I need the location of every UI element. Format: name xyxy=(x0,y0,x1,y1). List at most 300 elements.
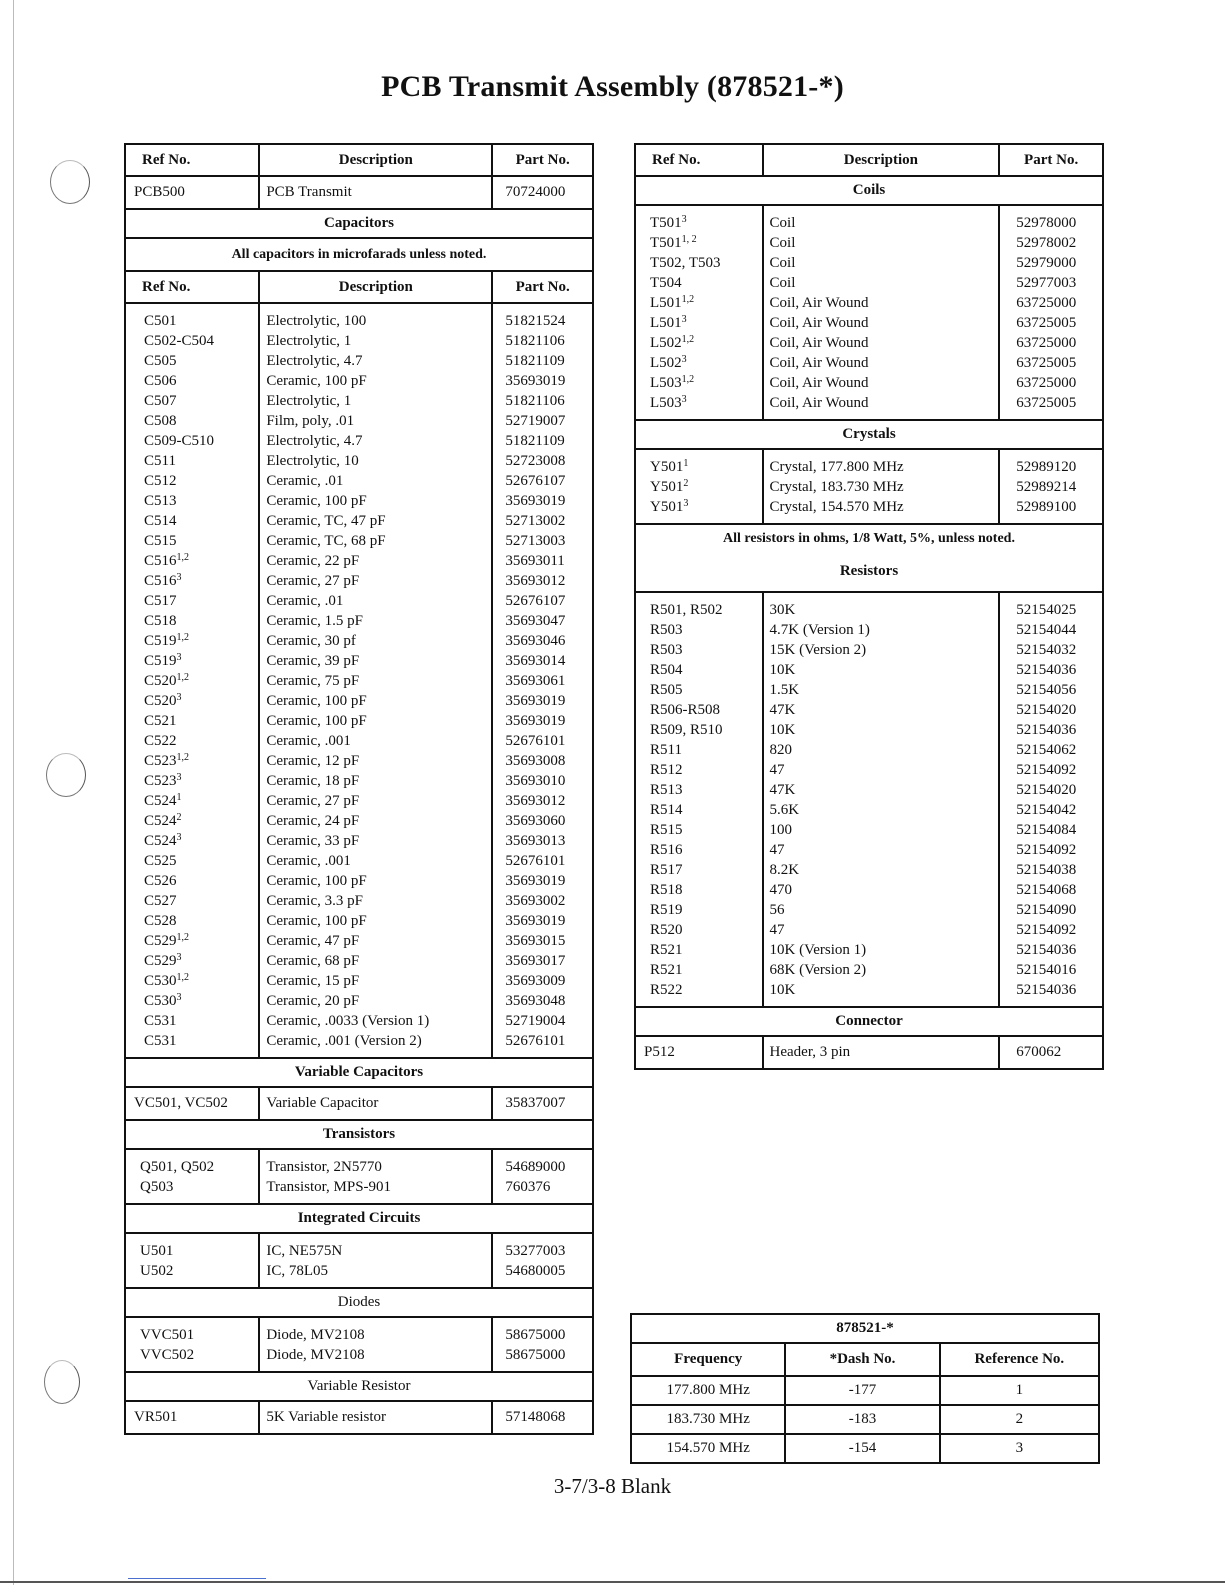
list-item-ref xyxy=(650,457,754,477)
version-superscript: 3 xyxy=(176,572,182,583)
crystals-section xyxy=(635,420,1103,449)
dash-number-table xyxy=(630,1313,1100,1464)
list-item-part: 52154036 xyxy=(1016,982,1077,998)
list-item-description: Ceramic, 100 pF xyxy=(266,873,367,889)
list-item-description: Ceramic, 1.5 pF xyxy=(266,613,363,629)
list-item-ref xyxy=(144,831,250,851)
list-item-part: 52676101 xyxy=(505,733,566,749)
resistors-title: Resistors xyxy=(635,552,1103,592)
ref-text: C523 xyxy=(144,753,177,769)
resistors-note: All resistors in ohms, 1/8 Watt, 5%, unless noted. xyxy=(635,524,1103,552)
variable-capacitors-section xyxy=(125,1058,593,1087)
list-item-ref xyxy=(650,860,754,880)
left-parts-table xyxy=(124,143,594,1435)
list-item-part: 52676101 xyxy=(505,853,566,869)
capacitors-note-row xyxy=(125,238,593,271)
ref-text: C502-C504 xyxy=(144,333,215,349)
list-item-description: Coil, Air Wound xyxy=(769,395,869,411)
list-item-part: 52154084 xyxy=(1016,822,1077,838)
dash-row xyxy=(631,1405,1099,1434)
dash-no-header: *Dash No. xyxy=(785,1343,939,1376)
list-item-description: Diode, MV2108 xyxy=(266,1327,365,1343)
transistor-descriptions xyxy=(259,1149,492,1204)
list-item-description: 47 xyxy=(769,842,785,858)
left-margin-line xyxy=(13,0,14,1585)
list-item-part: 52989214 xyxy=(1016,479,1077,495)
list-item-description: Ceramic, 24 pF xyxy=(266,813,360,829)
ref-text: R506-R508 xyxy=(650,702,721,718)
ref-text: L501 xyxy=(650,295,682,311)
right-ref-header: Ref No. xyxy=(635,144,763,176)
version-superscript: 3 xyxy=(681,314,687,325)
crystal-descriptions xyxy=(763,449,1000,524)
bottom-rule xyxy=(0,1581,1225,1583)
left-header-row xyxy=(125,144,593,176)
list-item-description: 100 xyxy=(769,822,793,838)
ics-list xyxy=(125,1233,593,1288)
variable-resistor-section xyxy=(125,1372,593,1401)
frequency-header: Frequency xyxy=(631,1343,785,1376)
transistors-section xyxy=(125,1120,593,1149)
list-item-ref xyxy=(650,700,754,720)
page-footer: 3-7/3-8 Blank xyxy=(553,1474,672,1498)
list-item-ref xyxy=(144,871,250,891)
dash-header-row xyxy=(631,1343,1099,1376)
list-item-description: Electrolytic, 4.7 xyxy=(266,433,363,449)
ref-text: C501 xyxy=(144,313,177,329)
ref-text: R518 xyxy=(650,882,683,898)
list-item-part: 35693019 xyxy=(505,493,566,509)
list-item-part: 35693047 xyxy=(505,613,566,629)
ref-text: C521 xyxy=(144,713,177,729)
diode-refs xyxy=(125,1317,259,1372)
list-item-ref xyxy=(144,611,250,631)
list-item-ref xyxy=(144,571,250,591)
dash-table-title: 878521-* xyxy=(631,1314,1099,1343)
list-item-part: 35693060 xyxy=(505,813,566,829)
list-item-description: Coil, Air Wound xyxy=(769,335,869,351)
list-item-description: Transistor, MPS-901 xyxy=(266,1179,392,1195)
list-item-part: 52154036 xyxy=(1016,662,1077,678)
list-item-description: Crystal, 177.800 MHz xyxy=(769,459,904,475)
list-item-part: 35693008 xyxy=(505,753,566,769)
variable-resistor-row xyxy=(125,1401,593,1434)
list-item-ref xyxy=(650,760,754,780)
crystal-parts xyxy=(999,449,1103,524)
list-item-ref xyxy=(650,900,754,920)
ref-text: R505 xyxy=(650,682,683,698)
list-item-part: 58675000 xyxy=(505,1347,566,1363)
dash-frequency: 183.730 MHz xyxy=(631,1405,785,1434)
cap-part-header: Part No. xyxy=(492,271,593,303)
ref-text: C520 xyxy=(144,673,177,689)
connector-title: Connector xyxy=(635,1007,1103,1036)
dash-title-row xyxy=(631,1314,1099,1343)
dash-number: -183 xyxy=(785,1405,939,1434)
list-item-part: 52154036 xyxy=(1016,942,1077,958)
list-item-part: 35693002 xyxy=(505,893,566,909)
version-superscript: 1,2 xyxy=(176,632,190,643)
list-item-description: Ceramic, 100 pF xyxy=(266,373,367,389)
ref-no-header: Ref No. xyxy=(125,144,259,176)
ref-text: C529 xyxy=(144,953,177,969)
list-item-description: Coil xyxy=(769,275,796,291)
list-item-ref xyxy=(650,293,754,313)
coil-refs xyxy=(635,205,763,420)
list-item-description: Ceramic, .01 xyxy=(266,473,344,489)
list-item-ref xyxy=(144,331,250,351)
resistor-descriptions xyxy=(763,592,1000,1007)
ref-text: C527 xyxy=(144,893,177,909)
list-item-description: Ceramic, 3.3 pF xyxy=(266,893,363,909)
list-item-description: Ceramic, 27 pF xyxy=(266,573,360,589)
version-superscript: 3 xyxy=(176,952,182,963)
ic-parts xyxy=(492,1233,593,1288)
version-superscript: 1,2 xyxy=(176,932,190,943)
ref-text: R519 xyxy=(650,902,683,918)
list-item-ref xyxy=(140,1261,250,1281)
list-item-ref xyxy=(144,951,250,971)
ref-text: R503 xyxy=(650,642,683,658)
ref-text: C525 xyxy=(144,853,177,869)
list-item-ref xyxy=(650,640,754,660)
part-no-header: Part No. xyxy=(492,144,593,176)
diodes-list xyxy=(125,1317,593,1372)
ref-text: C515 xyxy=(144,533,177,549)
version-superscript: 1 xyxy=(176,792,182,803)
capacitors-header-row xyxy=(125,271,593,303)
ref-text: C519 xyxy=(144,633,177,649)
list-item-description: Ceramic, 22 pF xyxy=(266,553,360,569)
list-item-ref xyxy=(650,353,754,373)
list-item-part: 52154025 xyxy=(1016,602,1077,618)
list-item-description: Ceramic, 30 pf xyxy=(266,633,356,649)
list-item-part: 51821106 xyxy=(505,333,565,349)
vc-ref: VC501, VC502 xyxy=(125,1087,259,1120)
list-item-description: Crystal, 183.730 MHz xyxy=(769,479,904,495)
list-item-part: 35693009 xyxy=(505,973,566,989)
version-superscript: 3 xyxy=(176,772,182,783)
list-item-part: 52154020 xyxy=(1016,782,1077,798)
list-item-ref xyxy=(650,253,754,273)
list-item-ref xyxy=(144,391,250,411)
variable-resistor-title: Variable Resistor xyxy=(125,1372,593,1401)
ref-text: C531 xyxy=(144,1013,177,1029)
binder-hole-bottom xyxy=(44,1360,80,1404)
list-item-description: Ceramic, 33 pF xyxy=(266,833,360,849)
list-item-ref xyxy=(144,931,250,951)
list-item-part: 52676107 xyxy=(505,593,566,609)
crystals-title: Crystals xyxy=(635,420,1103,449)
coil-parts xyxy=(999,205,1103,420)
ref-text: C506 xyxy=(144,373,177,389)
list-item-ref xyxy=(144,411,250,431)
dash-reference: 3 xyxy=(940,1434,1099,1463)
list-item-description: 10K xyxy=(769,722,796,738)
ref-text: U502 xyxy=(140,1263,174,1279)
list-item-description: Ceramic, 39 pF xyxy=(266,653,360,669)
right-parts-table xyxy=(634,143,1104,1070)
ref-text: C511 xyxy=(144,453,176,469)
list-item-ref xyxy=(144,851,250,871)
version-superscript: 3 xyxy=(681,354,687,365)
version-superscript: 1 xyxy=(683,458,689,469)
list-item-part: 52154092 xyxy=(1016,922,1077,938)
pcb-desc: PCB Transmit xyxy=(259,176,492,209)
list-item-part: 35693011 xyxy=(505,553,565,569)
list-item-ref xyxy=(144,791,250,811)
version-superscript: 1,2 xyxy=(681,294,695,305)
list-item-description: Ceramic, 18 pF xyxy=(266,773,360,789)
ref-text: L502 xyxy=(650,335,682,351)
list-item-ref xyxy=(144,651,250,671)
list-item-ref xyxy=(144,731,250,751)
list-item-part: 35693019 xyxy=(505,373,566,389)
ref-text: T501 xyxy=(650,235,682,251)
ref-text: R512 xyxy=(650,762,683,778)
ref-text: R522 xyxy=(650,982,683,998)
list-item-description: Ceramic, 12 pF xyxy=(266,753,360,769)
vc-desc: Variable Capacitor xyxy=(259,1087,492,1120)
list-item-part: 63725005 xyxy=(1016,395,1077,411)
list-item-description: 15K (Version 2) xyxy=(769,642,867,658)
coil-descriptions xyxy=(763,205,1000,420)
list-item-description: Film, poly, .01 xyxy=(266,413,355,429)
ref-text: R504 xyxy=(650,662,683,678)
ref-text: C517 xyxy=(144,593,177,609)
list-item-ref xyxy=(144,891,250,911)
list-item-part: 35693012 xyxy=(505,793,566,809)
vr-desc: 5K Variable resistor xyxy=(259,1401,492,1434)
list-item-part: 52979000 xyxy=(1016,255,1077,271)
diode-descriptions xyxy=(259,1317,492,1372)
ref-text: L503 xyxy=(650,395,682,411)
list-item-description: Ceramic, .01 xyxy=(266,593,344,609)
ref-text: C522 xyxy=(144,733,177,749)
list-item-part: 35693046 xyxy=(505,633,566,649)
list-item-part: 52154020 xyxy=(1016,702,1077,718)
list-item-ref xyxy=(144,451,250,471)
list-item-part: 63725005 xyxy=(1016,355,1077,371)
description-header: Description xyxy=(259,144,492,176)
list-item-description: IC, NE575N xyxy=(266,1243,343,1259)
list-item-part: 52719004 xyxy=(505,1013,566,1029)
list-item-part: 51821109 xyxy=(505,433,565,449)
list-item-description: Coil xyxy=(769,215,796,231)
version-superscript: 3 xyxy=(176,992,182,1003)
diodes-title: Diodes xyxy=(125,1288,593,1317)
ref-text: Y501 xyxy=(650,459,684,475)
list-item-part: 52154036 xyxy=(1016,722,1077,738)
list-item-description: Ceramic, TC, 47 pF xyxy=(266,513,386,529)
dash-row xyxy=(631,1376,1099,1405)
list-item-ref xyxy=(144,591,250,611)
dash-number: -177 xyxy=(785,1376,939,1405)
right-header-row xyxy=(635,144,1103,176)
list-item-ref xyxy=(650,880,754,900)
version-superscript: 1,2 xyxy=(176,672,190,683)
capacitor-refs xyxy=(125,303,259,1058)
ref-text: C509-C510 xyxy=(144,433,215,449)
list-item-ref xyxy=(650,800,754,820)
list-item-ref xyxy=(650,620,754,640)
list-item-part: 52713003 xyxy=(505,533,566,549)
list-item-description: Ceramic, 15 pF xyxy=(266,973,360,989)
connector-ref: P512 xyxy=(635,1036,763,1069)
list-item-ref xyxy=(144,751,250,771)
list-item-part: 58675000 xyxy=(505,1327,566,1343)
list-item-ref xyxy=(650,373,754,393)
connector-part: 670062 xyxy=(999,1036,1103,1069)
list-item-description: 56 xyxy=(769,902,785,918)
list-item-description: 47 xyxy=(769,762,785,778)
version-superscript: 1,2 xyxy=(176,552,190,563)
diode-parts xyxy=(492,1317,593,1372)
list-item-description: Electrolytic, 100 xyxy=(266,313,367,329)
list-item-ref xyxy=(144,991,250,1011)
right-desc-header: Description xyxy=(763,144,1000,176)
list-item-ref xyxy=(144,511,250,531)
version-superscript: 1, 2 xyxy=(681,234,697,245)
capacitors-note: All capacitors in microfarads unless noted. xyxy=(125,238,593,271)
list-item-part: 35693012 xyxy=(505,573,566,589)
list-item-description: 47 xyxy=(769,922,785,938)
list-item-ref xyxy=(144,311,250,331)
list-item-description: 47K xyxy=(769,782,796,798)
binder-hole-top xyxy=(50,160,90,204)
list-item-ref xyxy=(650,980,754,1000)
dash-row xyxy=(631,1434,1099,1463)
ref-text: R514 xyxy=(650,802,683,818)
list-item-ref xyxy=(650,740,754,760)
list-item-ref xyxy=(140,1325,250,1345)
right-part-header: Part No. xyxy=(999,144,1103,176)
version-superscript: 3 xyxy=(176,692,182,703)
dash-reference: 1 xyxy=(940,1376,1099,1405)
list-item-ref xyxy=(650,780,754,800)
ref-text: C528 xyxy=(144,913,177,929)
list-item-description: Ceramic, .0033 (Version 1) xyxy=(266,1013,430,1029)
version-superscript: 3 xyxy=(681,214,687,225)
list-item-part: 63725000 xyxy=(1016,375,1077,391)
list-item-ref xyxy=(144,711,250,731)
diodes-section xyxy=(125,1288,593,1317)
list-item-description: Ceramic, 68 pF xyxy=(266,953,360,969)
list-item-ref xyxy=(650,660,754,680)
list-item-ref xyxy=(650,273,754,293)
list-item-ref xyxy=(144,431,250,451)
version-superscript: 1,2 xyxy=(176,752,190,763)
list-item-part: 52723008 xyxy=(505,453,566,469)
capacitors-list xyxy=(125,303,593,1058)
list-item-description: Coil, Air Wound xyxy=(769,295,869,311)
version-superscript: 2 xyxy=(176,812,182,823)
ref-text: C516 xyxy=(144,553,177,569)
list-item-part: 35693013 xyxy=(505,833,566,849)
list-item-part: 35693019 xyxy=(505,713,566,729)
ref-text: VVC502 xyxy=(140,1347,195,1363)
list-item-part: 54689000 xyxy=(505,1159,566,1175)
version-superscript: 1,2 xyxy=(681,334,695,345)
list-item-part: 63725005 xyxy=(1016,315,1077,331)
list-item-part: 52978002 xyxy=(1016,235,1077,251)
list-item-ref xyxy=(144,1031,250,1051)
list-item-description: 47K xyxy=(769,702,796,718)
ref-text: C529 xyxy=(144,933,177,949)
list-item-ref xyxy=(144,1011,250,1031)
ic-descriptions xyxy=(259,1233,492,1288)
list-item-ref xyxy=(144,971,250,991)
list-item-part: 52154042 xyxy=(1016,802,1077,818)
ref-text: R515 xyxy=(650,822,683,838)
list-item-part: 52154056 xyxy=(1016,682,1077,698)
ref-text: T502, T503 xyxy=(650,255,721,271)
list-item-ref xyxy=(650,333,754,353)
list-item-part: 35693061 xyxy=(505,673,566,689)
list-item-description: 30K xyxy=(769,602,796,618)
ref-text: R511 xyxy=(650,742,682,758)
resistors-list xyxy=(635,592,1103,1007)
list-item-description: Electrolytic, 1 xyxy=(266,333,352,349)
list-item-ref xyxy=(144,371,250,391)
list-item-part: 52154032 xyxy=(1016,642,1077,658)
page-title: PCB Transmit Assembly (878521-*) xyxy=(381,70,844,103)
list-item-part: 52154038 xyxy=(1016,862,1077,878)
pcb-part: 70724000 xyxy=(492,176,593,209)
list-item-description: Coil xyxy=(769,235,796,251)
transistors-list xyxy=(125,1149,593,1204)
connector-section xyxy=(635,1007,1103,1036)
list-item-ref xyxy=(650,233,754,253)
list-item-part: 52977003 xyxy=(1016,275,1077,291)
list-item-description: Transistor, 2N5770 xyxy=(266,1159,382,1175)
ref-text: C524 xyxy=(144,813,177,829)
dash-reference: 2 xyxy=(940,1405,1099,1434)
list-item-ref xyxy=(144,551,250,571)
ref-text: C505 xyxy=(144,353,177,369)
ref-text: R501, R502 xyxy=(650,602,723,618)
list-item-description: Ceramic, 100 pF xyxy=(266,713,367,729)
vc-part: 35837007 xyxy=(492,1087,593,1120)
resistor-refs xyxy=(635,592,763,1007)
list-item-part: 52989120 xyxy=(1016,459,1077,475)
capacitor-descriptions xyxy=(259,303,492,1058)
list-item-ref xyxy=(144,771,250,791)
list-item-part: 63725000 xyxy=(1016,335,1077,351)
ref-text: Y501 xyxy=(650,479,684,495)
crystal-refs xyxy=(635,449,763,524)
list-item-description: Coil xyxy=(769,255,796,271)
ic-refs xyxy=(125,1233,259,1288)
ref-text: U501 xyxy=(140,1243,174,1259)
list-item-ref xyxy=(650,940,754,960)
list-item-part: 52989100 xyxy=(1016,499,1077,515)
list-item-part: 51821109 xyxy=(505,353,565,369)
list-item-description: Electrolytic, 10 xyxy=(266,453,359,469)
ref-text: L501 xyxy=(650,315,682,331)
list-item-description: 5.6K xyxy=(769,802,800,818)
ref-text: C507 xyxy=(144,393,177,409)
dash-frequency: 154.570 MHz xyxy=(631,1434,785,1463)
ref-text: C520 xyxy=(144,693,177,709)
list-item-description: Diode, MV2108 xyxy=(266,1347,365,1363)
list-item-description: Ceramic, .001 xyxy=(266,853,351,869)
list-item-ref xyxy=(650,393,754,413)
link-underline xyxy=(128,1578,266,1579)
ref-text: R520 xyxy=(650,922,683,938)
ref-text: R521 xyxy=(650,942,683,958)
list-item-part: 52154044 xyxy=(1016,622,1077,638)
